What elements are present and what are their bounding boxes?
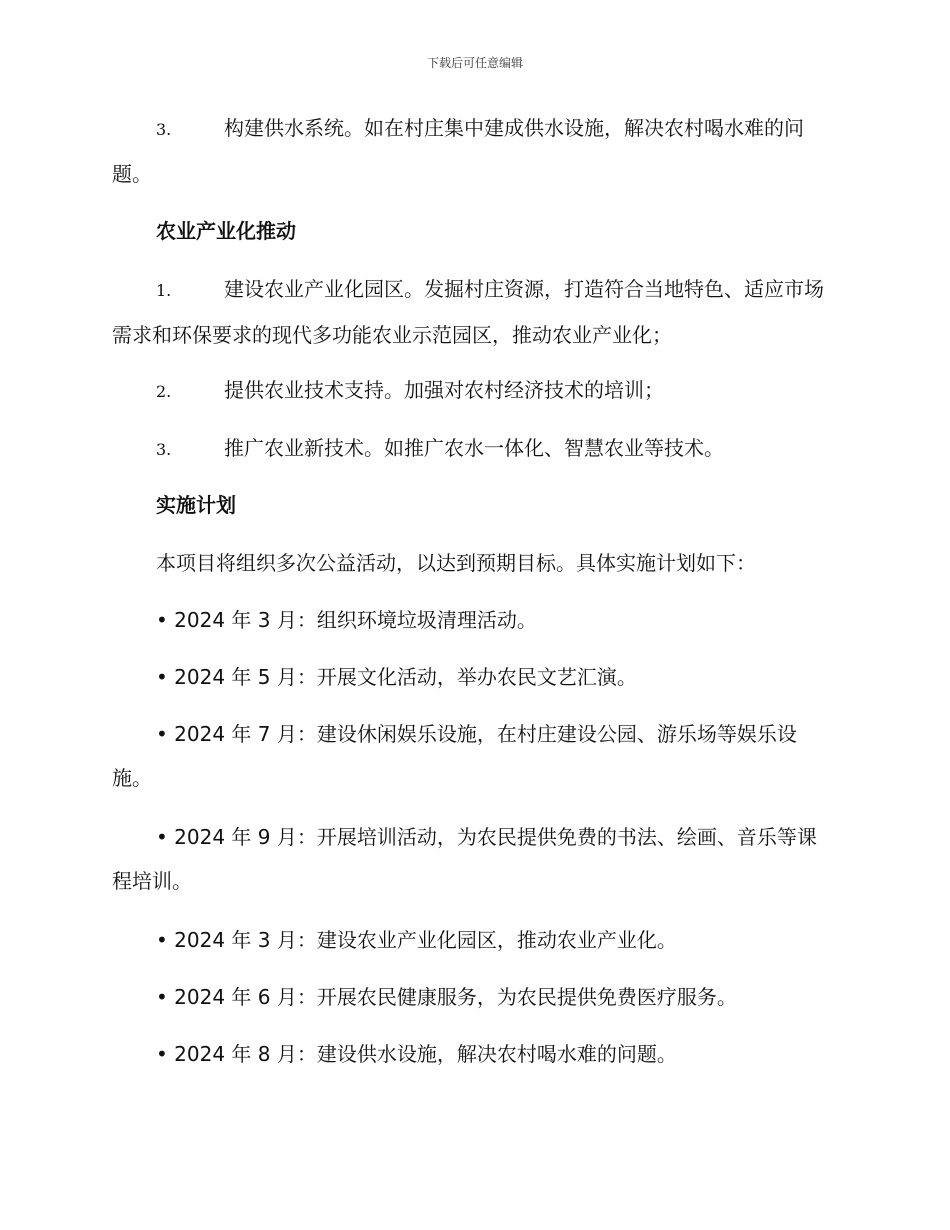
section-heading-plan: 实施计划 — [156, 493, 236, 517]
list-number: 1. — [156, 281, 172, 300]
list-number: 2. — [156, 382, 172, 401]
section-heading-agriculture: 农业产业化推动 — [156, 219, 296, 243]
plan-item: • 2024 年 6 月：开展农民健康服务，为农民提供免费医疗服务。 — [156, 985, 737, 1009]
water-supply-item — [112, 106, 834, 196]
agri-item-1 — [112, 267, 834, 357]
list-text: 提供农业技术支持。加强对农村经济技术的培训； — [224, 378, 664, 402]
plan-item: • 2024 年 8 月：建设供水设施，解决农村喝水难的问题。 — [156, 1042, 677, 1066]
plan-item: • 2024 年 3 月：建设农业产业化园区，推动农业产业化。 — [156, 928, 677, 952]
list-number: 3. — [156, 440, 172, 459]
page-header-note: 下载后可任意编辑 — [426, 56, 523, 70]
plan-intro: 本项目将组织多次公益活动，以达到预期目标。具体实施计划如下： — [156, 551, 756, 575]
plan-item: • 2024 年 3 月：组织环境垃圾清理活动。 — [156, 608, 537, 632]
list-text: 建设农业产业化园区。发掘村庄资源，打造符合当地特色、适应市场需求和环保要求的现代多功能农业示范园区，推动农业产业化； — [112, 277, 824, 347]
plan-item: • 2024 年 7 月：建设休闲娱乐设施，在村庄建设公园、游乐场等娱乐设施。 — [112, 722, 797, 790]
list-text: 构建供水系统。如在村庄集中建成供水设施，解决农村喝水难的问题。 — [112, 116, 804, 186]
list-number: 3. — [156, 120, 172, 139]
agri-item-3 — [112, 426, 834, 472]
plan-item: • 2024 年 5 月：开展文化活动，举办农民文艺汇演。 — [156, 665, 637, 689]
list-text: 推广农业新技术。如推广农水一体化、智慧农业等技术。 — [224, 436, 724, 460]
plan-item: • 2024 年 9 月：开展培训活动，为农民提供免费的书法、绘画、音乐等课程培训。 — [112, 825, 817, 893]
agri-item-2 — [112, 368, 834, 414]
